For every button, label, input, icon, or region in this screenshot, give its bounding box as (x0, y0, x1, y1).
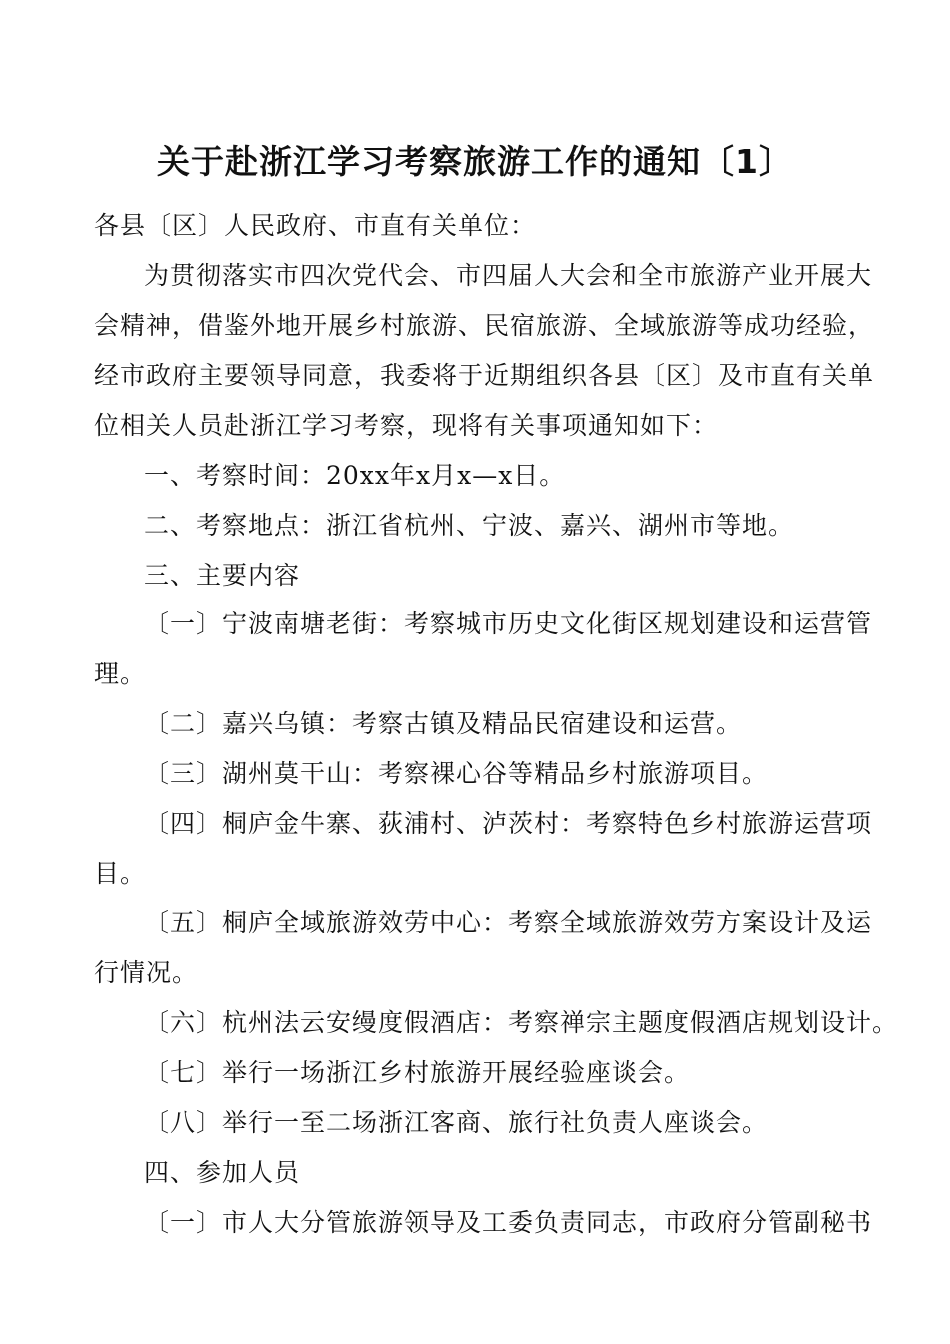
section-place: 二、考察地点：浙江省杭州、宁波、嘉兴、湖州市等地。 (144, 511, 795, 540)
document-title: 关于赴浙江学习考察旅游工作的通知〔1〕 (157, 142, 793, 181)
content-item-7: 〔七〕举行一场浙江乡村旅游开展经验座谈会。 (144, 1058, 691, 1087)
content-item-5-line-1: 〔五〕桐庐全域旅游效劳中心：考察全域旅游效劳方案设计及运 (144, 908, 873, 937)
content-item-1-line-1: 〔一〕宁波南塘老街：考察城市历史文化街区规划建设和运营管 (144, 609, 873, 638)
participant-item-1: 〔一〕市人大分管旅游领导及工委负责同志，市政府分管副秘书 (144, 1208, 873, 1237)
content-item-8: 〔八〕举行一至二场浙江客商、旅行社负责人座谈会。 (144, 1108, 769, 1137)
content-item-1-line-2: 理。 (94, 659, 147, 688)
intro-line-1: 为贯彻落实市四次党代会、市四届人大会和全市旅游产业开展大 (144, 261, 873, 290)
section-time: 一、考察时间：20xx年x月x—x日。 (144, 461, 566, 490)
intro-line-2: 会精神，借鉴外地开展乡村旅游、民宿旅游、全域旅游等成功经验， (94, 311, 875, 340)
section-content-heading: 三、主要内容 (144, 561, 301, 590)
content-item-2: 〔二〕嘉兴乌镇：考察古镇及精品民宿建设和运营。 (144, 709, 743, 738)
content-item-5-line-2: 行情况。 (94, 958, 199, 987)
content-item-6: 〔六〕杭州法云安缦度假酒店：考察禅宗主题度假酒店规划设计。 (144, 1008, 899, 1037)
salutation: 各县〔区〕人民政府、市直有关单位： (94, 211, 537, 240)
intro-line-4: 位相关人员赴浙江学习考察，现将有关事项通知如下： (94, 411, 719, 440)
content-item-4-line-1: 〔四〕桐庐金牛寨、荻浦村、泸茨村：考察特色乡村旅游运营项 (144, 809, 873, 838)
content-item-4-line-2: 目。 (94, 859, 147, 888)
intro-line-3: 经市政府主要领导同意，我委将于近期组织各县〔区〕及市直有关单 (94, 361, 875, 390)
section-participants-heading: 四、参加人员 (144, 1158, 301, 1187)
content-item-3: 〔三〕湖州莫干山：考察裸心谷等精品乡村旅游项目。 (144, 759, 769, 788)
